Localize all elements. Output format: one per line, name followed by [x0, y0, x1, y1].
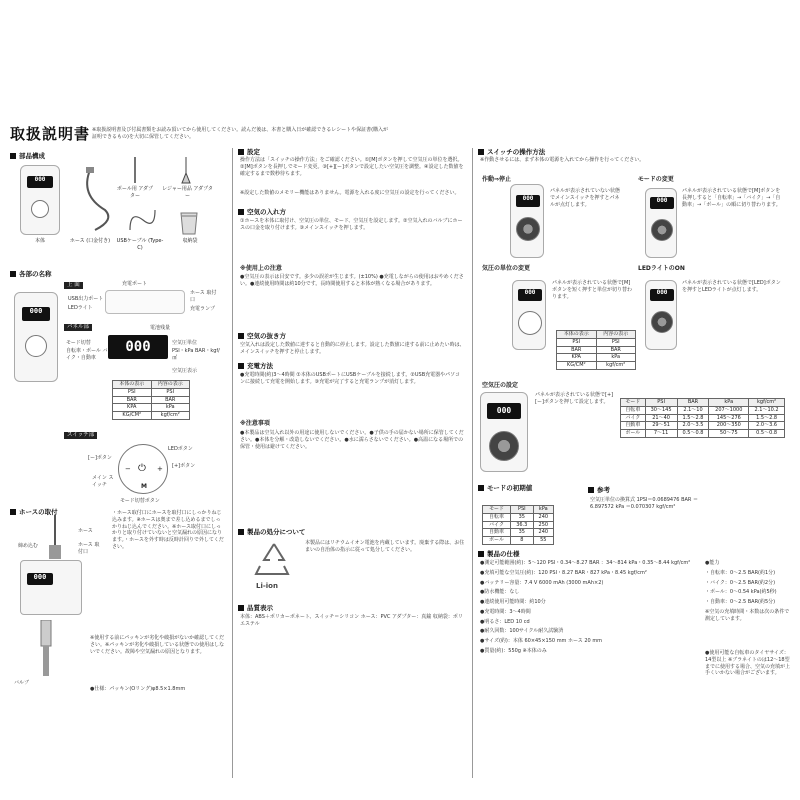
pouch-label: 収納袋	[182, 238, 198, 244]
top-face-illustration	[105, 290, 185, 314]
led-switch-label: LEDボタン	[168, 446, 193, 452]
capacity-item: ●能力	[705, 560, 720, 566]
unit-cell: KPA	[113, 404, 152, 412]
mode-cell: 21〜40	[645, 414, 677, 422]
spec-item: ●充電時間：3〜4時間	[480, 608, 531, 615]
caution-heading: ※使用上の注意	[240, 265, 282, 272]
hose-port-label-2: ホース 取付口	[78, 542, 100, 555]
unit-table-header: 本体の表示	[557, 331, 597, 339]
recycle-icon	[250, 540, 298, 582]
ref-heading: 参考	[588, 486, 610, 495]
led-on-label: LEDライトのON	[638, 265, 685, 272]
leisure-adapter-icon	[180, 155, 192, 185]
material-text: 本体：ABS＋ポリカーボネート、スイッチ＝シリコン ホース：PVC アダプター：真鍮 収納袋：ポリエステル	[240, 614, 463, 627]
unit-cell: KG/CM²	[557, 362, 597, 370]
unit-cell: KG/CM²	[113, 412, 152, 420]
valve-label: バルブ	[14, 680, 30, 686]
mode-cell: 145〜276	[709, 414, 749, 422]
mode-cell: 自動車	[621, 422, 646, 430]
init-cell: 240	[533, 513, 553, 521]
column-divider	[232, 148, 233, 778]
mode-cell: 207〜1000	[709, 406, 749, 414]
usb-port-label: USB出力ポート	[68, 296, 104, 302]
mode-cell: 29〜51	[645, 422, 677, 430]
release-text: 空気入れは設定した数値に達すると自動的に停止します。設定した数値に達する前に止めたい時は、メインスイッチを押すと停止します。	[240, 342, 465, 355]
charge-heading: 充電方法	[238, 362, 273, 371]
mode-cell: 自転車	[621, 406, 646, 414]
ball-adapter-label: ボール用 アダプター	[116, 186, 154, 199]
init-cell: ボール	[483, 537, 511, 545]
init-heading: モードの初期値	[478, 484, 532, 493]
hose-attach-illustration: 000	[20, 560, 82, 615]
spec-item: ●充填可能な空気圧(約)：120 PSI・8.27 BAR・827 kPa・8.45 kgf/cm²	[480, 569, 647, 576]
valve-icon	[34, 620, 58, 680]
unit-table-2	[556, 330, 636, 370]
mode-cell: 0.5〜0.8	[749, 430, 785, 438]
unit-cell: PSI	[151, 388, 190, 396]
unit-change-label: 気圧の単位の変更	[482, 265, 531, 272]
mode-cell: 30〜145	[645, 406, 677, 414]
init-cell: 240	[533, 529, 553, 537]
switch-op-heading: スイッチの操作方法	[478, 148, 545, 157]
top-face-label: 上 面	[64, 282, 83, 289]
unit-cell: kgf/cm²	[151, 412, 190, 420]
spec-item: ●測定可能範囲(約)：5〜120 PSI・0.34〜8.27 BAR ：34〜814 kPa・0.35〜8.44 kgf/cm²	[480, 560, 691, 566]
init-table-header: モード	[483, 506, 511, 514]
battery-label: 電池残量	[150, 325, 171, 331]
unit-cell: kPa	[151, 404, 190, 412]
mode-table-header: kPa	[709, 399, 749, 407]
hose-illustration	[70, 165, 120, 235]
plus-button-label: [+]ボタン	[172, 463, 196, 469]
plus-icon: +	[157, 465, 163, 473]
li-ion-logo: Li-ion	[256, 582, 278, 590]
unit-label: 空気圧単位	[172, 340, 198, 346]
ball-adapter-icon	[130, 155, 140, 185]
mode-cell: 2.0〜3.6	[749, 422, 785, 430]
led-text: パネルが表示されている状態で[LED]ボタンを押すとLEDライトが点灯します。	[682, 280, 781, 293]
unit-cell: PSI	[596, 338, 636, 346]
unit-table-header: 内容の表示	[596, 331, 636, 339]
main-switch-label: メイン スイッチ	[92, 475, 114, 488]
unit-table-header: 本体の表示	[113, 381, 152, 389]
mode-table-header: BAR	[677, 399, 709, 407]
body-label: 本体	[34, 238, 45, 244]
led-label: LEDライト	[68, 305, 93, 311]
inflate-text: ①ホースを本体に取付け、空気圧の単位、モード、空気圧を設定します。②空気入れのバルブにホースの口金を取り付けます。③メインスイッチを押します。	[240, 218, 463, 231]
init-cell: 自転車	[483, 513, 511, 521]
unit-list-label: PSI・kPa BAR・kgf/㎠	[172, 348, 220, 361]
charge-lamp-label: 充電ランプ	[190, 306, 216, 312]
spec-item: ●防水機能：なし	[480, 589, 520, 596]
spec-list	[480, 560, 700, 658]
charge-text: ●充電時間(約)3〜4時間 ①本体のUSBポートにUSBケーブルを接続します。②USB充電器やパソコンに接続して充電を開始します。③充電が完了すると充電ランプが消灯します。	[240, 372, 461, 385]
spec-item: ●バッテリー容量：7.4 V 6000 mAh (3000 mAh×2)	[480, 579, 604, 586]
mode-change-label: モードの変更	[638, 176, 674, 183]
capacity-item: ・自動車：0〜2.5 BAR(約5分)	[705, 599, 776, 605]
switch-dial-illustration	[118, 444, 168, 494]
hose-label-2: ホース	[78, 528, 93, 534]
init-table	[482, 505, 554, 545]
mode-cell: 7〜11	[645, 430, 677, 438]
usb-cable-icon	[125, 205, 160, 235]
unit-cell: BAR	[557, 346, 597, 354]
mode-cell: 2.0〜3.5	[677, 422, 709, 430]
minus-icon: −	[125, 465, 131, 473]
material-heading: 品質表示	[238, 604, 273, 613]
switch-label: スイッチ部	[64, 432, 97, 439]
mode-cell: 200〜350	[709, 422, 749, 430]
column-divider	[472, 148, 473, 778]
hose-instructions: ・ホース取付口にホースを取付口にしっかりねじ込みます。※ホースは奥まで差し込めるまでしっかりねじ込んでください。※ホース取付口にしっかりと取り付けていないと空気漏れの原因になります。・ホースを外す時は反時計回りで外してください。	[112, 510, 224, 550]
set-pressure-label: 空気圧の設定	[482, 382, 519, 389]
mode-pressure-table	[620, 398, 785, 438]
m-button-label: M	[141, 483, 147, 490]
unit-text: パネルが表示されている状態で[M]ボタンを短く押すと単位が切り替わります。	[552, 280, 633, 300]
settings-text: 操作方法は「スイッチの操作方法」をご確認ください。①[M]ボタンを押して空気圧の単位を選択。②[M]ボタンを長押しでモード変更。③[+][ー]ボタンで設定したい空気圧を調整。④設定した数値を確定するまで数秒待ちます。	[240, 157, 464, 177]
ref-text: 空気圧単位の換算式 1PSI＝0.0689476 BAR ＝6.897572 kPa ＝0.070307 kgf/cm²	[590, 497, 698, 510]
memory-note: ※設定した数値のメモリー機能はありません。電源を入れる度に空気圧の設定を行ってください。	[240, 190, 460, 196]
hose-connector-icon	[40, 515, 70, 563]
switch-intro: ※作動させるには、まず本体の電源を入れてから操作を行ってください。	[480, 157, 645, 163]
init-cell: 自動車	[483, 529, 511, 537]
leisure-adapter-label: レジャー用品 アダプター	[162, 186, 213, 199]
init-cell: 250	[533, 521, 553, 529]
mode-table-header: kgf/cm²	[749, 399, 785, 407]
hose-warning: ※使用する前にパッキンが劣化や破損がないか確認してください。※パッキンが劣化や破損している状態での使用はしないでください。故障や空気漏れの原因となります。	[90, 635, 225, 655]
parts-heading: 部品構成	[10, 152, 45, 161]
spec-heading: 製品の仕様	[478, 550, 520, 559]
spec-item: ●サイズ(約)：本体 60×45×150 mm ホース 20 mm	[480, 638, 603, 644]
header-note: ※取扱説明書及び付属書類をお読み頂いてから使用してください。読んだ後は、本書と購入日が確認できるレシートや保証書(購入が証明できるもの)を大切に保管してください。	[92, 127, 389, 140]
power-text: パネルが表示されていない状態でメインスイッチを押すとパネルが点灯します。	[550, 188, 621, 208]
panel-display: 000	[108, 335, 168, 359]
mode-cell: バイク	[621, 414, 646, 422]
pressure-label: 空気圧表示	[172, 368, 198, 374]
unit-cell: kgf/cm²	[596, 362, 636, 370]
unit-table	[112, 380, 190, 420]
mode-cell: 2.1〜10	[677, 406, 709, 414]
unit-device-illustration: 000	[512, 280, 546, 350]
inflate-heading: 空気の入れ方	[238, 208, 286, 217]
panel-label: パネル部	[64, 324, 92, 331]
usb-cable-label: USBケーブル (Type-C)	[116, 238, 164, 251]
capacity-item: ・ボール：0〜0.54 kPa(約5秒)	[705, 589, 777, 596]
unit-cell: BAR	[596, 346, 636, 354]
power-device-illustration: 000	[510, 184, 544, 258]
page-title: 取扱説明書	[10, 125, 91, 143]
mode-text: パネルが表示されている状態で[M]ボタンを長押しすると「自転車」→「バイク」→「自動車」→「ボール」の順に切り替わります。	[682, 188, 781, 208]
danger-heading: ※注意事項	[240, 420, 270, 427]
init-cell: 35	[511, 513, 534, 521]
tighten-label: 締め込む	[18, 543, 39, 549]
spec-item: ●連続使用可能時間：約10分	[480, 599, 546, 605]
spec-item: ●明るさ：LED 10 cd	[480, 618, 530, 625]
init-table-header: kPa	[533, 506, 553, 514]
init-cell: 36.3	[511, 521, 534, 529]
capacity-item: ※空気の充填時間・本数は次の条件で測定しています。	[705, 608, 790, 622]
mode-device-illustration: 000	[645, 188, 677, 258]
mode-cell: 1.5〜2.8	[677, 414, 709, 422]
settings-heading: 設定	[238, 148, 260, 157]
init-cell: 35	[511, 529, 534, 537]
unit-cell: PSI	[113, 388, 152, 396]
power-onoff-label: 作動⇒停止	[482, 176, 512, 183]
caution-text: ●空気圧の表示は目安です。多少の誤差が生じます。(±10%) ●充電しながらの使用はおやめください。●連続使用時間は約10分です。長時間使用すると本体が熱くなる場合があります。	[240, 274, 464, 287]
init-cell: 8	[511, 537, 534, 545]
minus-button-label: [ー]ボタン	[88, 455, 112, 461]
unit-table-header: 内容の表示	[151, 381, 190, 389]
mode-list-label: 自転車・ボール バイク・自動車	[66, 348, 108, 361]
names-heading: 各部の名称	[10, 270, 52, 279]
init-table-header: PSI	[511, 506, 534, 514]
init-cell: バイク	[483, 521, 511, 529]
setpress-text: パネルが表示されている状態で[+][ー]ボタンを押して設定します。	[535, 392, 614, 405]
danger-text: ●本製品は空気入れ以外の用途に使用しないでください。●子供の手の届かない場所に保管してください。●本体を分解・改造しないでください。●水に濡らさないでください。●高温になる場所での保管・使用は避けてください。	[240, 430, 464, 450]
recycle-text: 本製品にはリチウムイオン電池を内蔵しています。廃棄する際は、お住まいの自治体の指示に従って処分してください。	[305, 540, 465, 553]
unit-cell: BAR	[113, 396, 152, 404]
tire-note: ●使用可能な自転車のタイヤサイズ：14型以上 ※ブラネイトのは12〜18型までに使用する場合、空気の充填が上手くいかない場合がございます。	[705, 650, 791, 677]
mode-button-label: モード切替ボタン	[120, 498, 160, 504]
charge-port-label: 充電ポート	[122, 281, 148, 287]
led-device-illustration: 000	[645, 280, 677, 350]
hose-label: ホース (口金付き)	[69, 238, 111, 244]
mode-cell: 2.1〜10.2	[749, 406, 785, 414]
recycle-heading: 製品の処分について	[238, 528, 305, 537]
hose-heading: ホースの取付	[10, 508, 58, 517]
pouch-icon	[178, 207, 200, 235]
capacity-list	[705, 560, 793, 625]
hose-port-label: ホース 取付口	[190, 290, 217, 303]
capacity-item: ・自転車：0〜2.5 BAR(約1分)	[705, 569, 776, 576]
mode-cell: ボール	[621, 430, 646, 438]
spec-item: ●質量(約)：550g ※本体のみ	[480, 647, 547, 654]
release-heading: 空気の抜き方	[238, 332, 286, 341]
unit-cell: KPA	[557, 354, 597, 362]
mode-table-header: モード	[621, 399, 646, 407]
setpress-device-illustration: 000	[480, 392, 528, 472]
init-cell: 55	[533, 537, 553, 545]
unit-cell: BAR	[151, 396, 190, 404]
mode-cell: 50〜75	[709, 430, 749, 438]
power-icon: ⏻	[138, 463, 146, 474]
body-illustration: 000	[20, 165, 60, 235]
mode-label: モード切替	[66, 340, 91, 346]
device-front-illustration: 000	[14, 292, 58, 382]
mode-table-header: PSI	[645, 399, 677, 407]
mode-cell: 1.5〜2.8	[749, 414, 785, 422]
capacity-item: ・バイク：0〜2.5 BAR(約2分)	[705, 579, 776, 586]
mode-cell: 0.5〜0.8	[677, 430, 709, 438]
spec-item: ●耐久回数：100サイクル耐久試験済	[480, 628, 564, 635]
unit-cell: kPa	[596, 354, 636, 362]
packing-spec: ●仕様：パッキン(Oリング)φ8.5×1.8mm	[90, 686, 186, 692]
unit-cell: PSI	[557, 338, 597, 346]
